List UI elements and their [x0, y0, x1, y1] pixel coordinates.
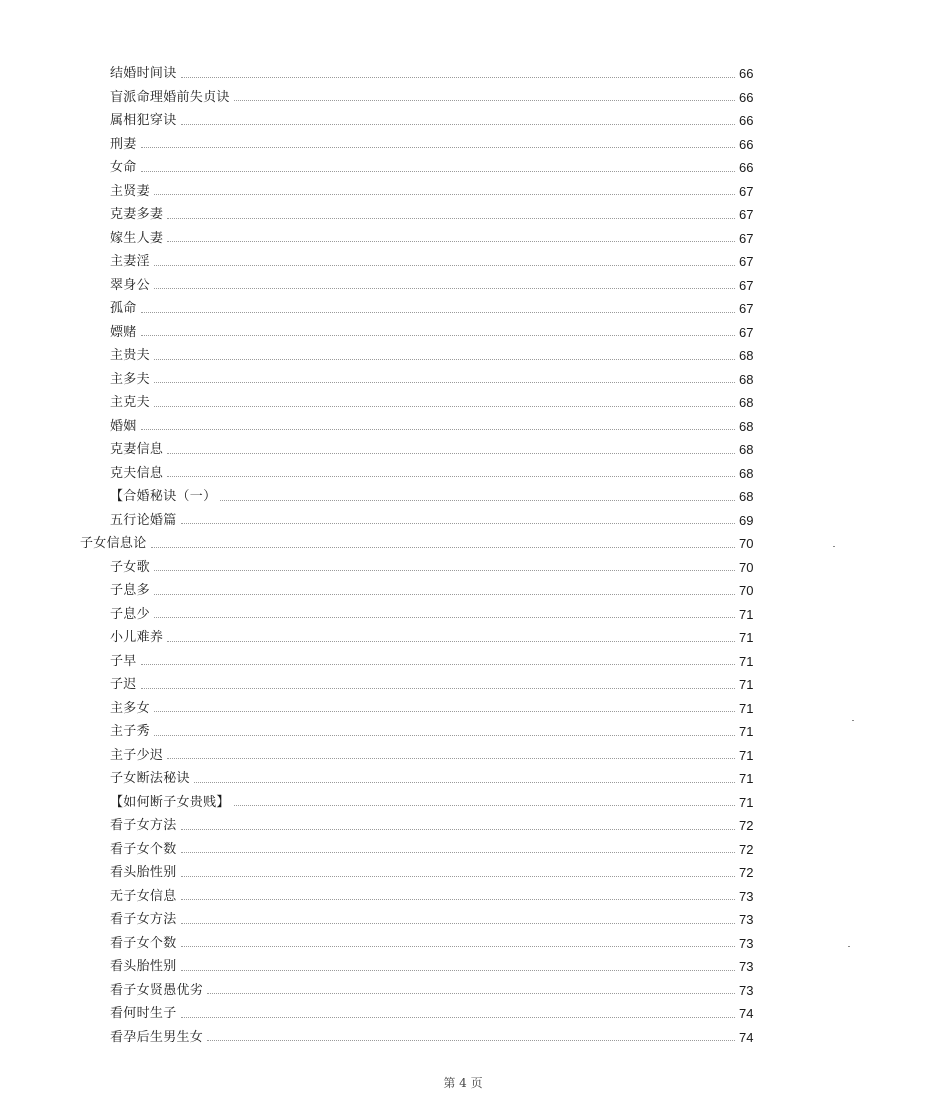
toc-entry-title: 主贵夫	[110, 348, 150, 364]
toc-entry[interactable]	[0, 556, 926, 580]
toc-entry-title: 女命	[110, 160, 137, 176]
dot-leader	[154, 405, 735, 407]
toc-entry[interactable]	[0, 861, 926, 885]
toc-entry[interactable]	[0, 297, 926, 321]
toc-entry-title: 嫖赌	[110, 324, 137, 340]
toc-entry[interactable]	[0, 321, 926, 345]
toc-entry-page-number: 68	[739, 371, 754, 387]
dot-leader	[181, 875, 735, 877]
toc-entry-page-number: 73	[739, 935, 754, 951]
toc-entry-title: 看子女个数	[110, 841, 177, 857]
dot-leader	[181, 1016, 735, 1018]
dot-leader	[141, 428, 735, 430]
dot-leader	[154, 381, 735, 383]
toc-entry-page-number: 72	[739, 841, 754, 857]
dot-leader	[141, 687, 735, 689]
dot-leader	[167, 217, 735, 219]
toc-entry-title: 看头胎性别	[110, 959, 177, 975]
toc-entry-page-number: 66	[739, 113, 754, 129]
toc-entry[interactable]	[0, 814, 926, 838]
dot-leader	[194, 781, 735, 783]
dot-leader	[154, 193, 735, 195]
toc-entry-title: 看头胎性别	[110, 865, 177, 881]
toc-entry-page-number: 69	[739, 512, 754, 528]
toc-entry[interactable]	[0, 438, 926, 462]
dot-leader	[181, 898, 735, 900]
toc-entry-page-number: 72	[739, 818, 754, 834]
toc-entry-page-number: 71	[739, 724, 754, 740]
toc-entry-title: 主子少迟	[110, 747, 164, 763]
dot-leader	[154, 264, 735, 266]
toc-entry-title: 婚姻	[110, 418, 137, 434]
dot-leader	[181, 522, 735, 524]
toc-entry[interactable]	[0, 673, 926, 697]
dot-leader	[151, 546, 735, 548]
toc-entry-title: 【合婚秘诀（一）	[110, 489, 217, 505]
toc-entry[interactable]	[0, 1026, 926, 1050]
toc-entry-page-number: 71	[739, 653, 754, 669]
dot-leader	[154, 569, 735, 571]
toc-entry-title: 看子女个数	[110, 935, 177, 951]
toc-entry-page-number: 68	[739, 489, 754, 505]
dot-leader	[181, 76, 735, 78]
toc-entry-title: 五行论婚篇	[110, 512, 177, 528]
dot-leader	[154, 287, 735, 289]
toc-entry-title: 子息多	[110, 583, 150, 599]
toc-entry[interactable]	[0, 391, 926, 415]
toc-entry-title: 主子秀	[110, 724, 150, 740]
toc-entry[interactable]	[0, 767, 926, 791]
table-of-contents	[0, 62, 926, 1049]
toc-entry-page-number: 71	[739, 794, 754, 810]
toc-entry[interactable]	[0, 180, 926, 204]
page-number: 第 4 页	[443, 1076, 483, 1090]
dot-leader	[181, 969, 735, 971]
toc-entry-title: 结婚时间诀	[110, 66, 177, 82]
toc-entry-title: 主多女	[110, 700, 150, 716]
toc-entry[interactable]	[0, 462, 926, 486]
dot-leader	[181, 851, 735, 853]
scan-speck	[848, 946, 850, 947]
toc-entry-page-number: 74	[739, 1029, 754, 1045]
toc-entry[interactable]	[0, 744, 926, 768]
toc-entry-title: 看子女贤愚优劣	[110, 982, 204, 998]
toc-entry-page-number: 67	[739, 324, 754, 340]
dot-leader	[141, 170, 735, 172]
toc-entry-page-number: 71	[739, 630, 754, 646]
toc-entry-page-number: 70	[739, 559, 754, 575]
toc-entry-title: 主贤妻	[110, 183, 150, 199]
toc-entry-title: 主妻淫	[110, 254, 150, 270]
toc-entry-title: 嫁生人妻	[110, 230, 164, 246]
toc-entry-page-number: 67	[739, 277, 754, 293]
dot-leader	[141, 334, 735, 336]
toc-entry-page-number: 70	[739, 583, 754, 599]
toc-entry-title: 小儿难养	[110, 630, 164, 646]
toc-entry[interactable]	[0, 109, 926, 133]
toc-entry-title: 无子女信息	[110, 888, 177, 904]
dot-leader	[167, 452, 735, 454]
toc-entry[interactable]	[0, 720, 926, 744]
toc-entry[interactable]	[0, 650, 926, 674]
toc-entry-page-number: 66	[739, 66, 754, 82]
toc-entry-page-number: 67	[739, 207, 754, 223]
toc-entry-page-number: 70	[739, 536, 754, 552]
toc-entry[interactable]	[0, 227, 926, 251]
dot-leader	[154, 616, 735, 618]
toc-entry[interactable]	[0, 415, 926, 439]
dot-leader	[154, 593, 735, 595]
toc-entry[interactable]	[0, 908, 926, 932]
toc-entry-title: 子早	[110, 653, 137, 669]
toc-entry[interactable]	[0, 509, 926, 533]
toc-entry-page-number: 67	[739, 230, 754, 246]
page-number-footer	[0, 1074, 926, 1091]
toc-entry-title: 【如何断子女贵贱】	[110, 794, 230, 810]
toc-entry[interactable]	[0, 979, 926, 1003]
dot-leader	[167, 640, 735, 642]
toc-entry-page-number: 71	[739, 677, 754, 693]
dot-leader	[181, 828, 735, 830]
toc-entry[interactable]	[0, 62, 926, 86]
dot-leader	[234, 804, 735, 806]
toc-entry-page-number: 67	[739, 254, 754, 270]
dot-leader	[207, 1039, 735, 1041]
toc-entry-title: 子息少	[110, 606, 150, 622]
toc-entry-page-number: 68	[739, 442, 754, 458]
toc-entry-page-number: 66	[739, 89, 754, 105]
toc-entry-page-number: 68	[739, 465, 754, 481]
toc-entry[interactable]	[0, 885, 926, 909]
toc-entry[interactable]	[0, 485, 926, 509]
toc-entry-title: 看子女方法	[110, 912, 177, 928]
toc-entry-title: 刑妻	[110, 136, 137, 152]
scan-speck	[833, 546, 835, 547]
toc-entry-title: 克夫信息	[110, 465, 164, 481]
toc-entry-title: 孤命	[110, 301, 137, 317]
toc-section-entry[interactable]	[0, 532, 926, 556]
toc-entry-page-number: 74	[739, 1006, 754, 1022]
toc-entry[interactable]	[0, 932, 926, 956]
toc-entry[interactable]	[0, 368, 926, 392]
toc-entry-title: 翠身公	[110, 277, 150, 293]
dot-leader	[154, 710, 735, 712]
toc-entry-page-number: 66	[739, 136, 754, 152]
toc-entry-title: 看孕后生男生女	[110, 1029, 204, 1045]
toc-entry-page-number: 71	[739, 700, 754, 716]
dot-leader	[207, 992, 735, 994]
toc-entry[interactable]	[0, 156, 926, 180]
dot-leader	[141, 311, 735, 313]
toc-entry[interactable]	[0, 838, 926, 862]
toc-entry[interactable]	[0, 579, 926, 603]
toc-entry-page-number: 71	[739, 747, 754, 763]
toc-entry-page-number: 73	[739, 959, 754, 975]
toc-entry-page-number: 66	[739, 160, 754, 176]
dot-leader	[234, 99, 735, 101]
toc-entry[interactable]	[0, 1002, 926, 1026]
dot-leader	[181, 945, 735, 947]
dot-leader	[181, 123, 735, 125]
toc-entry[interactable]	[0, 791, 926, 815]
toc-entry-page-number: 68	[739, 395, 754, 411]
dot-leader	[167, 757, 735, 759]
toc-entry-title: 子迟	[110, 677, 137, 693]
toc-entry-page-number: 71	[739, 606, 754, 622]
dot-leader	[154, 358, 735, 360]
dot-leader	[181, 922, 735, 924]
toc-entry-title: 主多夫	[110, 371, 150, 387]
toc-entry-page-number: 73	[739, 912, 754, 928]
dot-leader	[167, 240, 735, 242]
toc-entry-title: 克妻多妻	[110, 207, 164, 223]
dot-leader	[141, 146, 735, 148]
toc-entry-page-number: 68	[739, 348, 754, 364]
toc-entry-title: 子女信息论	[80, 536, 147, 552]
toc-entry[interactable]	[0, 603, 926, 627]
toc-entry-page-number: 68	[739, 418, 754, 434]
toc-entry[interactable]	[0, 626, 926, 650]
toc-entry-page-number: 67	[739, 301, 754, 317]
toc-entry-page-number: 73	[739, 888, 754, 904]
dot-leader	[141, 663, 735, 665]
dot-leader	[154, 734, 735, 736]
toc-entry[interactable]	[0, 86, 926, 110]
toc-entry-title: 盲派命理婚前失贞诀	[110, 89, 230, 105]
toc-entry[interactable]	[0, 697, 926, 721]
toc-entry[interactable]	[0, 250, 926, 274]
toc-entry[interactable]	[0, 955, 926, 979]
toc-entry-title: 看子女方法	[110, 818, 177, 834]
toc-entry-page-number: 71	[739, 771, 754, 787]
toc-entry-title: 属相犯穿诀	[110, 113, 177, 129]
toc-entry-page-number: 67	[739, 183, 754, 199]
dot-leader	[220, 499, 735, 501]
toc-entry-page-number: 72	[739, 865, 754, 881]
dot-leader	[167, 475, 735, 477]
toc-entry-title: 子女歌	[110, 559, 150, 575]
toc-entry-title: 看何时生子	[110, 1006, 177, 1022]
toc-entry-title: 主克夫	[110, 395, 150, 411]
scan-speck	[852, 720, 854, 721]
toc-entry[interactable]	[0, 344, 926, 368]
toc-entry-page-number: 73	[739, 982, 754, 998]
toc-entry[interactable]	[0, 203, 926, 227]
toc-entry-title: 克妻信息	[110, 442, 164, 458]
toc-entry[interactable]	[0, 274, 926, 298]
toc-entry[interactable]	[0, 133, 926, 157]
toc-entry-title: 子女断法秘诀	[110, 771, 190, 787]
